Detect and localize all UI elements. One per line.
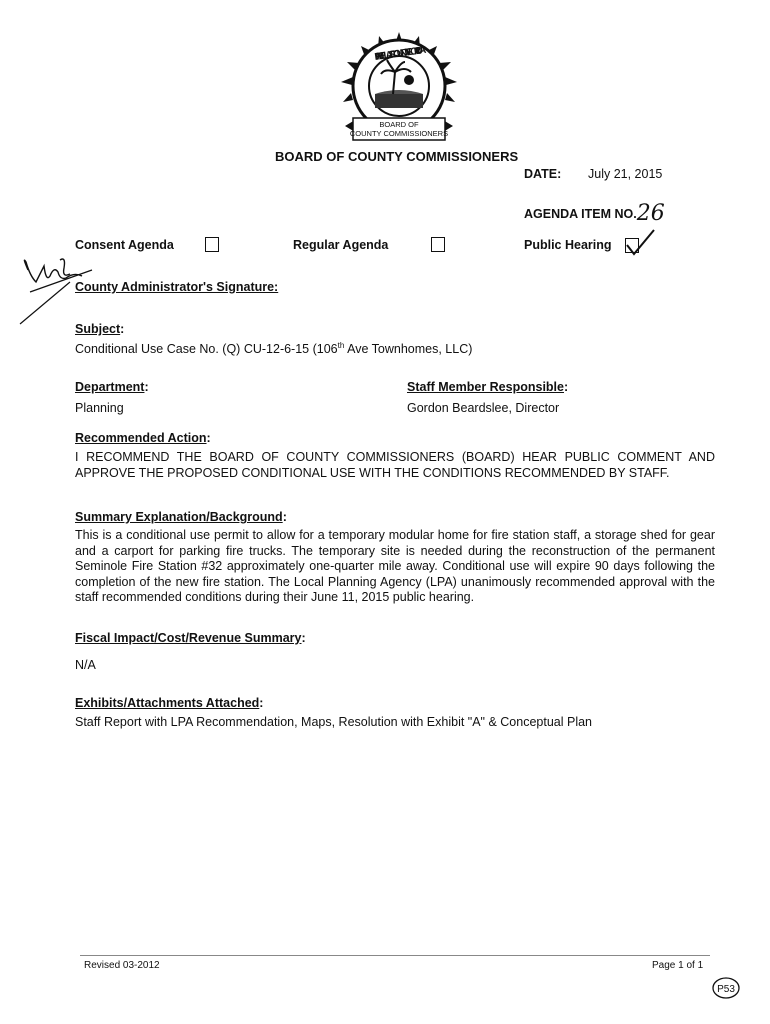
summary-colon: : — [282, 510, 287, 524]
county-seal — [335, 30, 463, 148]
regular-agenda-checkbox[interactable] — [431, 237, 445, 252]
department-heading-row — [75, 380, 149, 394]
department-colon: : — [144, 380, 149, 394]
recommended-text: I RECOMMEND THE BOARD OF COUNTY COMMISSIONERS (BOARD) HEAR PUBLIC COMMENT AND APPROVE THE PROPOSED CONDITIONAL USE WITH THE CONDITIONS RECOMMENDED BY STAFF. — [75, 450, 715, 480]
date-label: DATE: — [524, 167, 562, 181]
recommended-heading-row — [75, 431, 211, 445]
footer-rule — [80, 955, 710, 956]
seal-banner-line1: BOARD OF — [379, 120, 419, 129]
date-value: July 21, 2015 — [588, 167, 663, 181]
staff-value: Gordon Beardslee, Director — [407, 401, 560, 415]
check-mark-icon — [620, 226, 660, 258]
subject-text — [75, 341, 472, 356]
stamp-text: P53 — [717, 984, 735, 995]
consent-agenda-checkbox[interactable] — [205, 237, 219, 252]
subject-text-sup: th — [337, 341, 345, 350]
subject-heading: Subject — [75, 322, 121, 336]
fiscal-heading-row — [75, 631, 306, 645]
summary-heading-row — [75, 510, 287, 524]
footer-page: Page 1 of 1 — [652, 960, 704, 971]
subject-heading-row — [75, 322, 124, 336]
regular-agenda-label: Regular Agenda — [293, 238, 389, 252]
staff-heading: Staff Member Responsible — [407, 380, 564, 394]
seal-graphic — [335, 30, 463, 148]
fiscal-colon: : — [301, 631, 306, 645]
signature-label: County Administrator's Signature: — [75, 280, 279, 294]
agenda-item-label: AGENDA ITEM NO. — [524, 207, 637, 221]
seal-ring-text: PINELLAS COUNTY FLORIDA — [373, 44, 427, 63]
subject-text-tail: Ave Townhomes, LLC) — [344, 342, 473, 357]
consent-agenda-label: Consent Agenda — [75, 238, 174, 252]
fiscal-value: N/A — [75, 658, 96, 672]
department-value: Planning — [75, 401, 124, 415]
subject-text-main: Conditional Use Case No. (Q) CU-12-6-15 (106 — [75, 342, 338, 357]
staff-colon: : — [563, 380, 569, 394]
agenda-item-number: 26 — [636, 201, 665, 226]
footer-revised: Revised 03-2012 — [84, 960, 160, 971]
summary-text: This is a conditional use permit to allow for a temporary modular home for fire station staff, a storage shed for gear and a carport for parking fire trucks. The temporary site is needed during the reconstruction of the permanent Seminole Fire Station #32 approximately one-quarter mile away. Conditional use will expire 90 days following the completion of the new fire station. The Local Planning Agency (LPA) unanimously recommended approval with the staff recommended conditions during their June 11, 2015 public hearing. — [75, 528, 715, 604]
recommended-heading: Recommended Action — [75, 431, 207, 445]
subject-colon: : — [120, 322, 125, 336]
recommended-colon: : — [206, 431, 211, 445]
seal-banner-line2: COUNTY COMMISSIONERS — [349, 129, 449, 138]
summary-heading: Summary Explanation/Background — [75, 510, 283, 524]
exhibits-heading-row — [75, 696, 263, 710]
department-heading: Department — [75, 380, 145, 394]
staff-heading-row — [407, 380, 568, 394]
stamp-graphic — [711, 976, 741, 1000]
fiscal-heading: Fiscal Impact/Cost/Revenue Summary — [75, 631, 302, 645]
exhibits-value: Staff Report with LPA Recommendation, Maps, Resolution with Exhibit "A" & Conceptual Plan — [75, 715, 593, 729]
exhibits-heading: Exhibits/Attachments Attached — [75, 696, 260, 710]
public-hearing-label: Public Hearing — [524, 238, 612, 252]
agenda-item — [524, 199, 665, 224]
exhibits-colon: : — [259, 696, 264, 710]
page-stamp — [711, 976, 741, 1000]
org-title: BOARD OF COUNTY COMMISSIONERS — [275, 149, 519, 164]
